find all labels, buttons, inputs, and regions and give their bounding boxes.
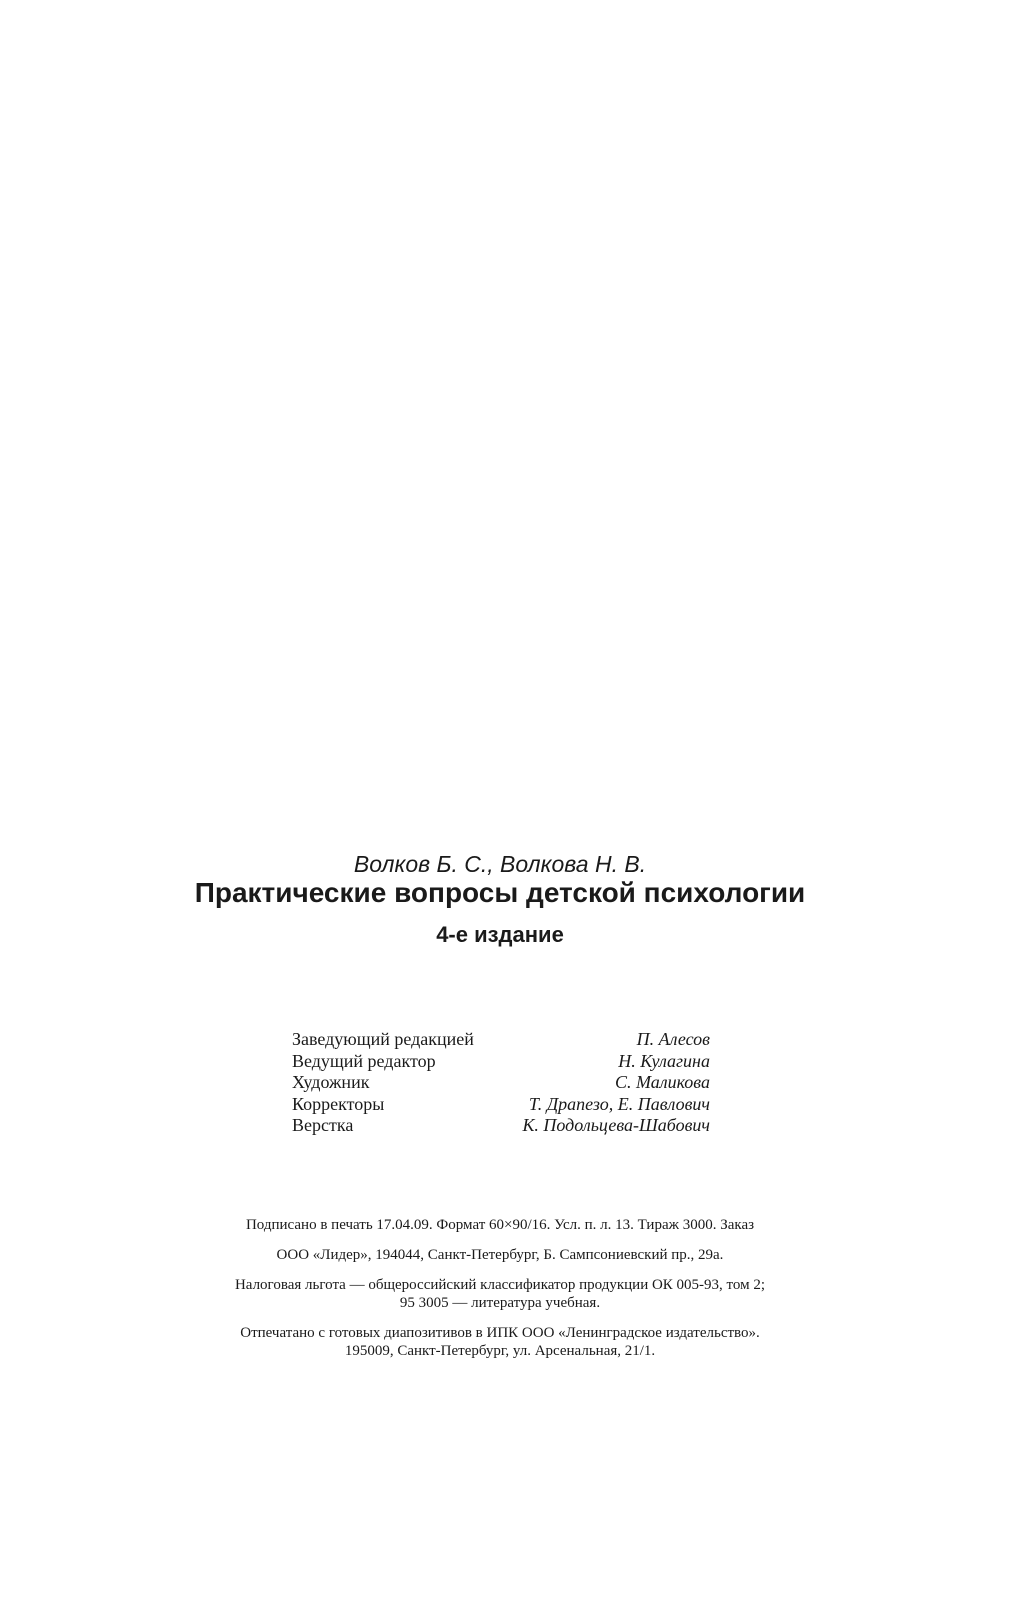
credit-name: Н. Кулагина xyxy=(618,1050,710,1071)
credits-list xyxy=(292,1029,710,1137)
imprint-tax-line: Налоговая льгота — общероссийский классификатор продукции ОК 005-93, том 2; xyxy=(234,1277,766,1293)
book-title: Практические вопросы детской психологии xyxy=(194,877,806,908)
credit-row-artist xyxy=(292,1072,710,1094)
credit-role: Ведущий редактор xyxy=(292,1050,436,1071)
credit-role: Художник xyxy=(292,1072,370,1092)
credit-name: Т. Драпезо, Е. Павлович xyxy=(528,1093,710,1114)
imprint-printed-line: Отпечатано с готовых диапозитивов в ИПК ООО «Ленинградское издательство». xyxy=(240,1325,760,1341)
imprint-publisher: ООО «Лидер», 194044, Санкт-Петербург, Б. Сампсониевский пр., 29а. xyxy=(276,1247,724,1263)
credit-name: К. Подольцева-Шабович xyxy=(522,1115,710,1135)
credit-row-lead-editor xyxy=(292,1051,710,1073)
book-authors: Волков Б. С., Волкова Н. В. xyxy=(353,851,647,877)
credit-row-managing-editor xyxy=(292,1029,710,1051)
imprint-printed-line: 195009, Санкт-Петербург, ул. Арсенальная, 21/1. xyxy=(344,1343,656,1359)
credit-role: Корректоры xyxy=(292,1093,385,1114)
imprint-printed xyxy=(150,1324,850,1360)
book-edition: 4-е издание xyxy=(436,922,564,947)
imprint-tax-line: 95 3005 — литература учебная. xyxy=(399,1295,601,1311)
imprint-signed: Подписано в печать 17.04.09. Формат 60×90/16. Усл. п. л. 13. Тираж 3000. Заказ xyxy=(245,1217,755,1233)
credit-name: П. Алесов xyxy=(636,1029,710,1049)
credit-role: Заведующий редакцией xyxy=(292,1029,474,1049)
imprint-tax xyxy=(150,1276,850,1312)
credit-name: С. Маликова xyxy=(614,1072,710,1092)
credit-row-layout xyxy=(292,1115,710,1137)
imprint-block xyxy=(150,1216,850,1372)
credit-role: Верстка xyxy=(292,1115,354,1135)
credit-row-proofreaders xyxy=(292,1094,710,1116)
